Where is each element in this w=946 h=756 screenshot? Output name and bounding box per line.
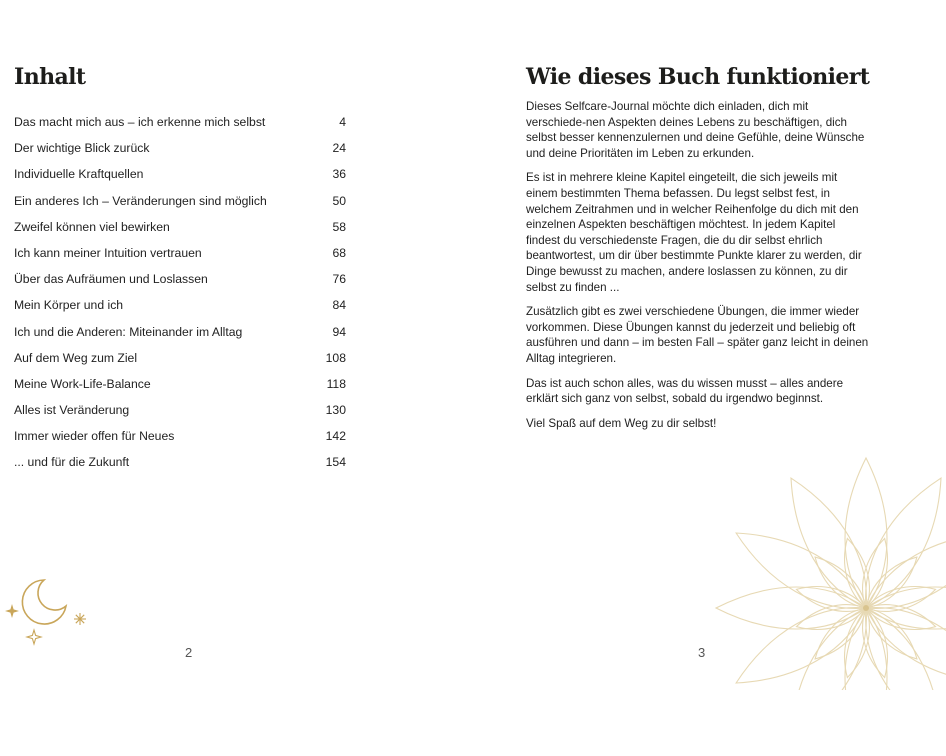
toc-entry [14,167,346,193]
paragraph: Das ist auch schon alles, was du wissen musst – alles andere erklärt sich ganz von selbst, sobald du irgendwo beginnst. [526,376,844,406]
toc-entry [14,298,346,324]
toc-entry-page: 142 [325,429,346,444]
toc-entry [14,115,346,141]
toc-entry [14,220,346,246]
toc-entry-label: Ein anderes Ich – Veränderungen sind möglich [14,193,267,208]
toc-entry-label: Der wichtige Blick zurück [14,141,150,156]
toc-entry-label: Zweifel können viel bewirken [14,219,170,234]
moon-and-stars-icon [0,572,100,652]
toc-entry-page: 4 [339,115,346,129]
toc-entry [14,429,346,455]
toc-entry [14,403,346,429]
toc-entry-page: 130 [325,403,346,418]
toc-title: Inhalt [14,64,86,90]
toc-entry-label: Meine Work-Life-Balance [14,376,151,391]
toc-entry-label: Immer wieder offen für Neues [14,429,175,444]
toc-entry-page: 76 [332,272,346,287]
toc-entry [14,455,346,481]
toc-entry-label: Alles ist Veränderung [14,403,130,418]
toc-entry-page: 50 [332,193,346,208]
paragraph: Viel Spaß auf dem Weg zu dir selbst! [526,416,717,430]
chapter-title: Wie dieses Buch funktioniert [526,64,870,90]
toc-entry [14,194,346,220]
paragraph: Es ist in mehrere kleine Kapitel eingeteilt, die sich jeweils mit einem bestimmten Thema befassen. Du legst selbst fest, in welchem Zeitrahmen und in welcher Reihenfolge du dich mit den einzelnen Aspekten beschäftigen möchtest. In jedem Kapitel findest du verschiedenste Fragen, die du dir selbst ehrlich beantwortest, um dir über bestimmte Punkte klarer zu werden, dir Dinge bewusst zu machen, andere loslassen zu können, zu dir selbst zu finden ... [526,171,862,294]
page-number-right: 3 [698,645,706,660]
page-number-left: 2 [185,645,193,660]
toc-entry-label: ... und für die Zukunft [14,455,130,470]
toc-entry-label: Ich kann meiner Intuition vertrauen [14,245,202,260]
toc-entry-page: 58 [332,219,346,234]
toc-entry-label: Individuelle Kraftquellen [14,167,144,182]
toc-entry-page: 154 [325,455,346,470]
toc-entry-label: Mein Körper und ich [14,298,124,313]
toc-entry [14,246,346,272]
intro-text [526,99,871,440]
toc-entry-label: Über das Aufräumen und Loslassen [14,272,208,287]
toc-entry-page: 36 [332,167,346,182]
toc-entry-label: Das macht mich aus – ich erkenne mich selbst [14,115,266,129]
toc-entry-page: 84 [332,298,346,313]
lotus-flower-icon [706,440,946,690]
toc-entry-label: Ich und die Anderen: Miteinander im Alltag [14,324,243,339]
toc-entry-page: 68 [332,245,346,260]
toc-entry [14,377,346,403]
toc-entry-label: Auf dem Weg zum Ziel [14,350,138,365]
paragraph: Zusätzlich gibt es zwei verschiedene Übungen, die immer wieder vorkommen. Diese Übungen kannst du jederzeit und beliebig oft ausführen und dann – im besten Fall – später ganz leicht in deinen Alltag integrieren. [526,305,869,365]
toc-entry-page: 108 [325,350,346,365]
toc-entry-page: 118 [326,376,346,391]
toc-entry [14,141,346,167]
table-of-contents [14,115,346,482]
toc-entry-page: 94 [332,324,346,339]
toc-entry-page: 24 [332,141,346,156]
toc-entry [14,351,346,377]
toc-entry [14,272,346,298]
paragraph: Dieses Selfcare-Journal möchte dich einladen, dich mit verschiede-nen Aspekten deines Lebens zu beschäftigen, dich selbst besser kennenzulernen und deine Gefühle, deine Wünsche und deine Prioritäten im Leben zu erkunden. [526,100,865,160]
toc-entry [14,325,346,351]
